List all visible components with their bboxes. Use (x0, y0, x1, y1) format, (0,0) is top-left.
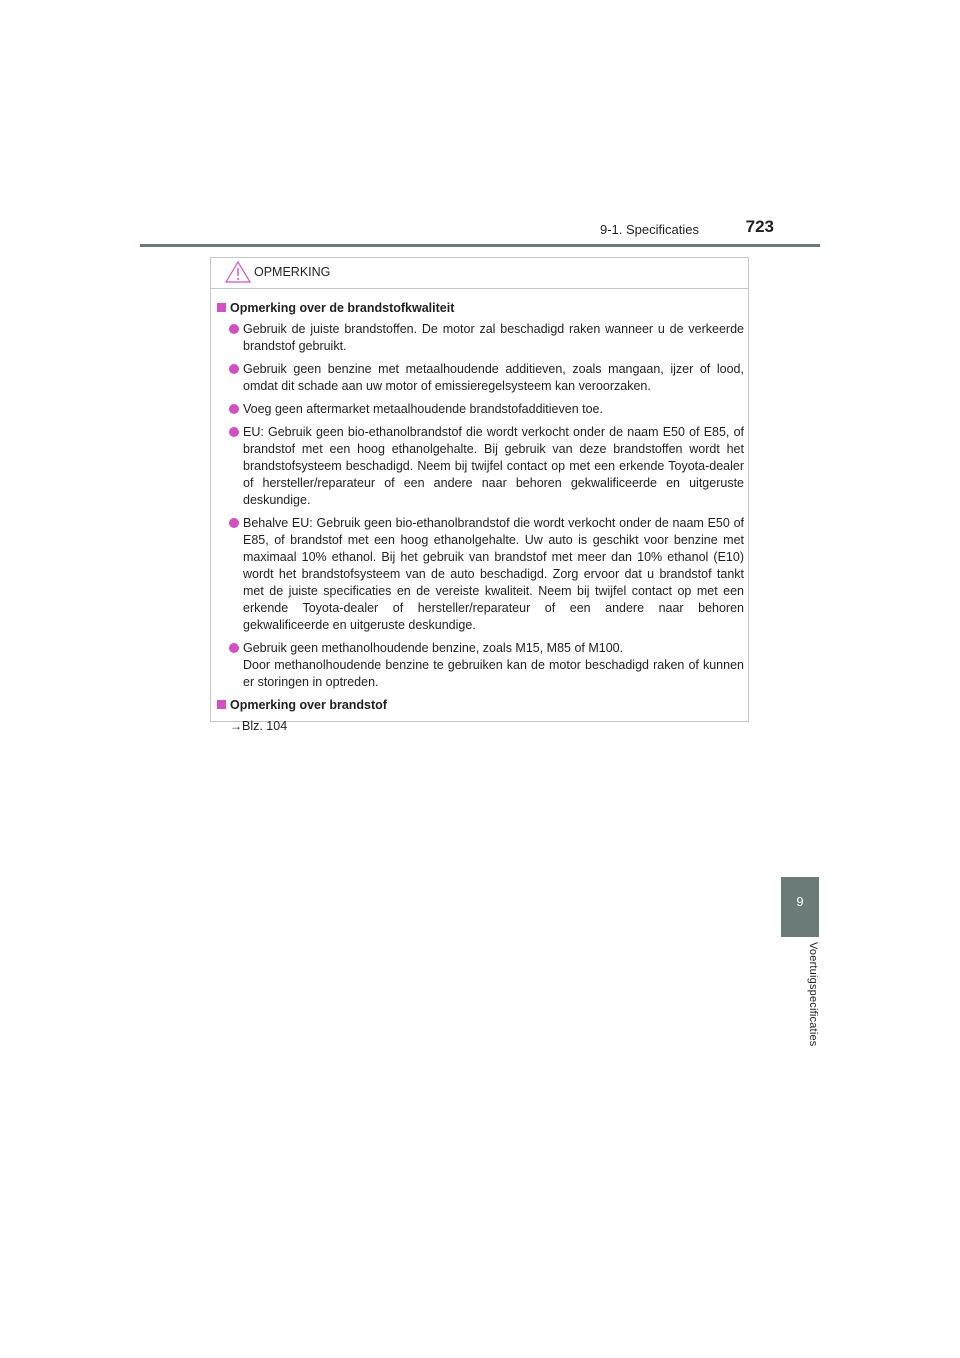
page-reference-text[interactable]: Blz. 104 (242, 719, 288, 733)
notice-body (217, 300, 744, 735)
list-item (217, 401, 744, 418)
round-bullet-icon (229, 364, 239, 374)
chapter-label: Voertuigspecificaties (807, 942, 819, 1047)
round-bullet-icon (229, 404, 239, 414)
page-header (140, 214, 820, 244)
subheading-text: Opmerking over brandstof (230, 698, 387, 712)
page-reference[interactable] (217, 718, 744, 735)
chapter-number: 9 (796, 894, 804, 909)
list-item (217, 321, 744, 355)
list-item-text: Gebruik de juiste brandstoffen. De motor zal beschadigd raken wanneer u de verkeerde brandstof gebruikt. (243, 322, 744, 353)
list-item (217, 640, 744, 691)
list-item-text: EU: Gebruik geen bio-ethanolbrandstof die wordt verkocht onder de naam E50 of E85, of brandstof met een hoog ethanolgehalte. Bij gebruik van deze brandstoffen wordt het brandstofsysteem beschadigd. Neem bij twijfel contact op met een erkende Toyota-dealer of hersteller/reparateur of een andere naar behoren gekwalificeerde en uitgeruste deskundige. (243, 425, 744, 507)
round-bullet-icon (229, 324, 239, 334)
list-item-text: Behalve EU: Gebruik geen bio-ethanolbrandstof die wordt verkocht onder de naam E50 of E85, of brandstof met een hoog ethanolgehalte. Uw auto is geschikt voor benzine met maximaal 10% ethanol. Bij het gebruik van brandstof met meer dan 10% ethanol (E10) wordt het brandstofsysteem van de auto beschadigd. Zorg ervoor dat u brandstof tankt met de juiste specificaties en de vereiste kwaliteit. Neem bij twijfel contact op met een erkende Toyota-dealer of hersteller/reparateur of een andere naar behoren gekwalificeerde en uitgeruste deskundige. (243, 516, 744, 632)
notice-title: OPMERKING (254, 265, 331, 279)
list-item-text: Door methanolhoudende benzine te gebruiken kan de motor beschadigd raken of kunnen er storingen in optreden. (243, 658, 744, 689)
arrow-right-icon: → (230, 719, 242, 733)
round-bullet-icon (229, 427, 239, 437)
subheading-text: Opmerking over de brandstofkwaliteit (230, 301, 455, 315)
list-item (217, 361, 744, 395)
subheading-fuel-quality (217, 300, 744, 317)
list-item-text: Voeg geen aftermarket metaalhoudende brandstofadditieven toe. (243, 402, 603, 416)
notice-header (211, 258, 748, 289)
notice-box (210, 257, 749, 733)
chapter-tab (781, 877, 819, 937)
section-title: 9-1. Specificaties (600, 222, 699, 237)
list-item (217, 515, 744, 634)
warning-triangle-icon (225, 260, 251, 284)
square-bullet-icon (217, 303, 226, 312)
round-bullet-icon (229, 643, 239, 653)
list-item (217, 424, 744, 509)
list-item-text: Gebruik geen benzine met metaalhoudende additieven, zoals mangaan, ijzer of lood, omdat dit schade aan uw motor of emissieregelsysteem kan veroorzaken. (243, 362, 744, 393)
round-bullet-icon (229, 518, 239, 528)
page-number: 723 (745, 217, 774, 236)
square-bullet-icon (217, 700, 226, 709)
list-item-text: Gebruik geen methanolhoudende benzine, zoals M15, M85 of M100. (243, 641, 624, 655)
header-divider (140, 244, 820, 247)
subheading-fuel (217, 697, 744, 714)
